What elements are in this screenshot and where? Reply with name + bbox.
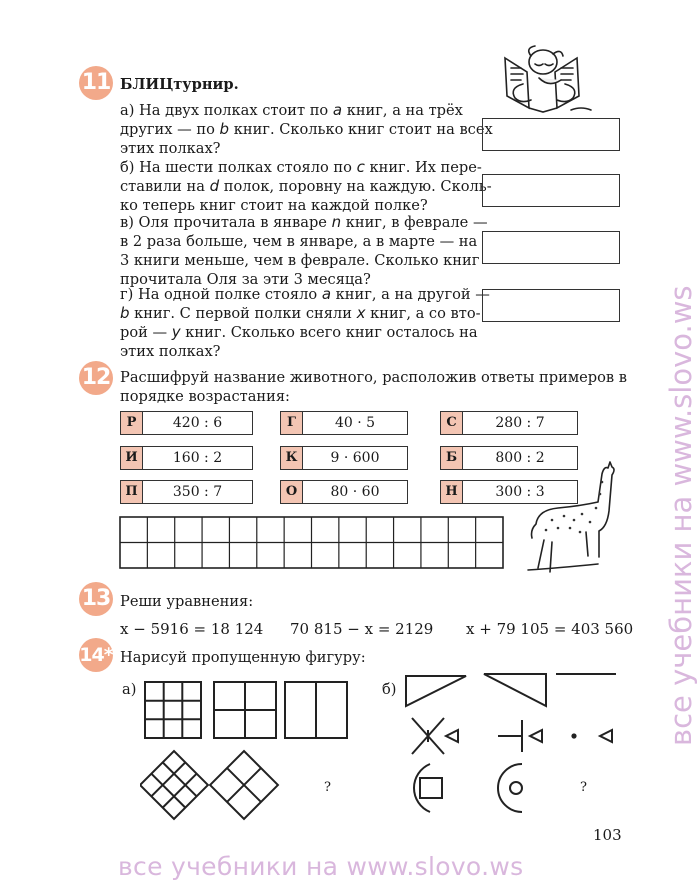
cipher-expression: 420 : 6 — [143, 411, 253, 435]
figures-b — [400, 670, 625, 830]
task14-label-b: б) — [382, 681, 397, 698]
task11-item-0-line-1: других — по b книг. Сколько книг стоит на всех — [120, 120, 493, 138]
task11-item-1-line-2: ко теперь книг стоит на каждой полке? — [120, 197, 428, 214]
answer-box-d[interactable] — [482, 289, 620, 322]
answer-box-b[interactable] — [482, 174, 620, 207]
task14-title: Нарисуй пропущенную фигуру: — [120, 649, 366, 666]
cipher-card — [280, 446, 408, 470]
cipher-letter: И — [120, 446, 143, 470]
cipher-card — [440, 411, 578, 435]
cipher-letter: О — [280, 480, 303, 504]
task11-title: БЛИЦтурнир. — [120, 76, 239, 93]
cipher-letter: Р — [120, 411, 143, 435]
task13-title: Реши уравнения: — [120, 593, 254, 610]
llama-illustration — [512, 460, 622, 578]
variable: b — [120, 304, 130, 322]
task11-item-3-line-1: b книг. С первой полки сняли x книг, а со вто- — [120, 304, 481, 322]
cipher-expression: 800 : 2 — [463, 446, 578, 470]
variable: c — [356, 158, 365, 176]
task11-item-2-line-0: в) Оля прочитала в январе n книг, в феврале — — [120, 213, 488, 231]
task11-item-3-line-3: этих полках? — [120, 343, 221, 360]
cipher-expression: 350 : 7 — [143, 480, 253, 504]
variable: x — [356, 304, 366, 322]
task-number-11: 11 — [79, 66, 113, 100]
task14-label-a: а) — [122, 681, 137, 698]
cipher-expression: 9 · 600 — [303, 446, 408, 470]
cipher-expression: 300 : 3 — [463, 480, 578, 504]
watermark-side: все учебники на www.slovo.ws — [664, 285, 698, 746]
cipher-letter: С — [440, 411, 463, 435]
cipher-card — [120, 480, 253, 504]
missing-figure-b: ? — [580, 780, 587, 795]
task11-item-2-line-2: 3 книги меньше, чем в феврале. Сколько книг — [120, 252, 480, 269]
answer-grid[interactable] — [119, 516, 504, 569]
task11-item-2-line-1: в 2 раза больше, чем в январе, а в марте — на — [120, 233, 478, 250]
watermark-bottom: все учебники на www.slovo.ws — [118, 852, 524, 881]
variable: b — [219, 120, 230, 138]
figures-a — [140, 680, 370, 830]
variable: a — [332, 101, 343, 119]
cipher-letter: П — [120, 480, 143, 504]
cipher-letter: К — [280, 446, 303, 470]
task11-item-0-line-2: этих полках? — [120, 140, 221, 157]
variable: y — [171, 323, 181, 341]
cipher-card — [280, 411, 408, 435]
task-number-13: 13 — [79, 582, 113, 616]
cipher-letter: Г — [280, 411, 303, 435]
cipher-card — [120, 411, 253, 435]
task11-item-1-line-1: ставили на d полок, поровну на каждую. Сколь- — [120, 177, 492, 195]
answer-box-c[interactable] — [482, 231, 620, 264]
task11-item-3-line-0: г) На одной полке стояло a книг, а на другой — — [120, 285, 490, 303]
variable: n — [331, 213, 342, 231]
page-number: 103 — [593, 826, 622, 844]
equation-3: x + 79 105 = 403 560 — [466, 620, 634, 638]
variable: d — [209, 177, 220, 195]
cipher-expression: 80 · 60 — [303, 480, 408, 504]
task11-item-0-line-0: а) На двух полках стоит по a книг, а на трёх — [120, 101, 463, 119]
task-number-14: 14* — [79, 638, 113, 672]
reading-person-illustration — [495, 44, 605, 116]
equation-1: x − 5916 = 18 124 — [120, 620, 264, 638]
cipher-card — [280, 480, 408, 504]
cipher-expression: 280 : 7 — [463, 411, 578, 435]
cipher-card — [120, 446, 253, 470]
answer-box-a[interactable] — [482, 118, 620, 151]
task12-line-2: порядке возрастания: — [120, 388, 290, 405]
cipher-expression: 40 · 5 — [303, 411, 408, 435]
cipher-letter: Б — [440, 446, 463, 470]
cipher-expression: 160 : 2 — [143, 446, 253, 470]
task12-line-1: Расшифруй название животного, расположив ответы примеров в — [120, 369, 628, 386]
task11-item-1-line-0: б) На шести полках стояло по c книг. Их пере- — [120, 158, 482, 176]
equation-2: 70 815 − x = 2129 — [290, 620, 434, 638]
missing-figure-a: ? — [324, 780, 331, 795]
cipher-letter: Н — [440, 480, 463, 504]
task-number-12: 12 — [79, 361, 113, 395]
task11-item-2-line-3: прочитала Оля за эти 3 месяца? — [120, 271, 371, 288]
variable: a — [321, 285, 332, 303]
task11-item-3-line-2: рой — y книг. Сколько всего книг осталось на — [120, 323, 478, 341]
